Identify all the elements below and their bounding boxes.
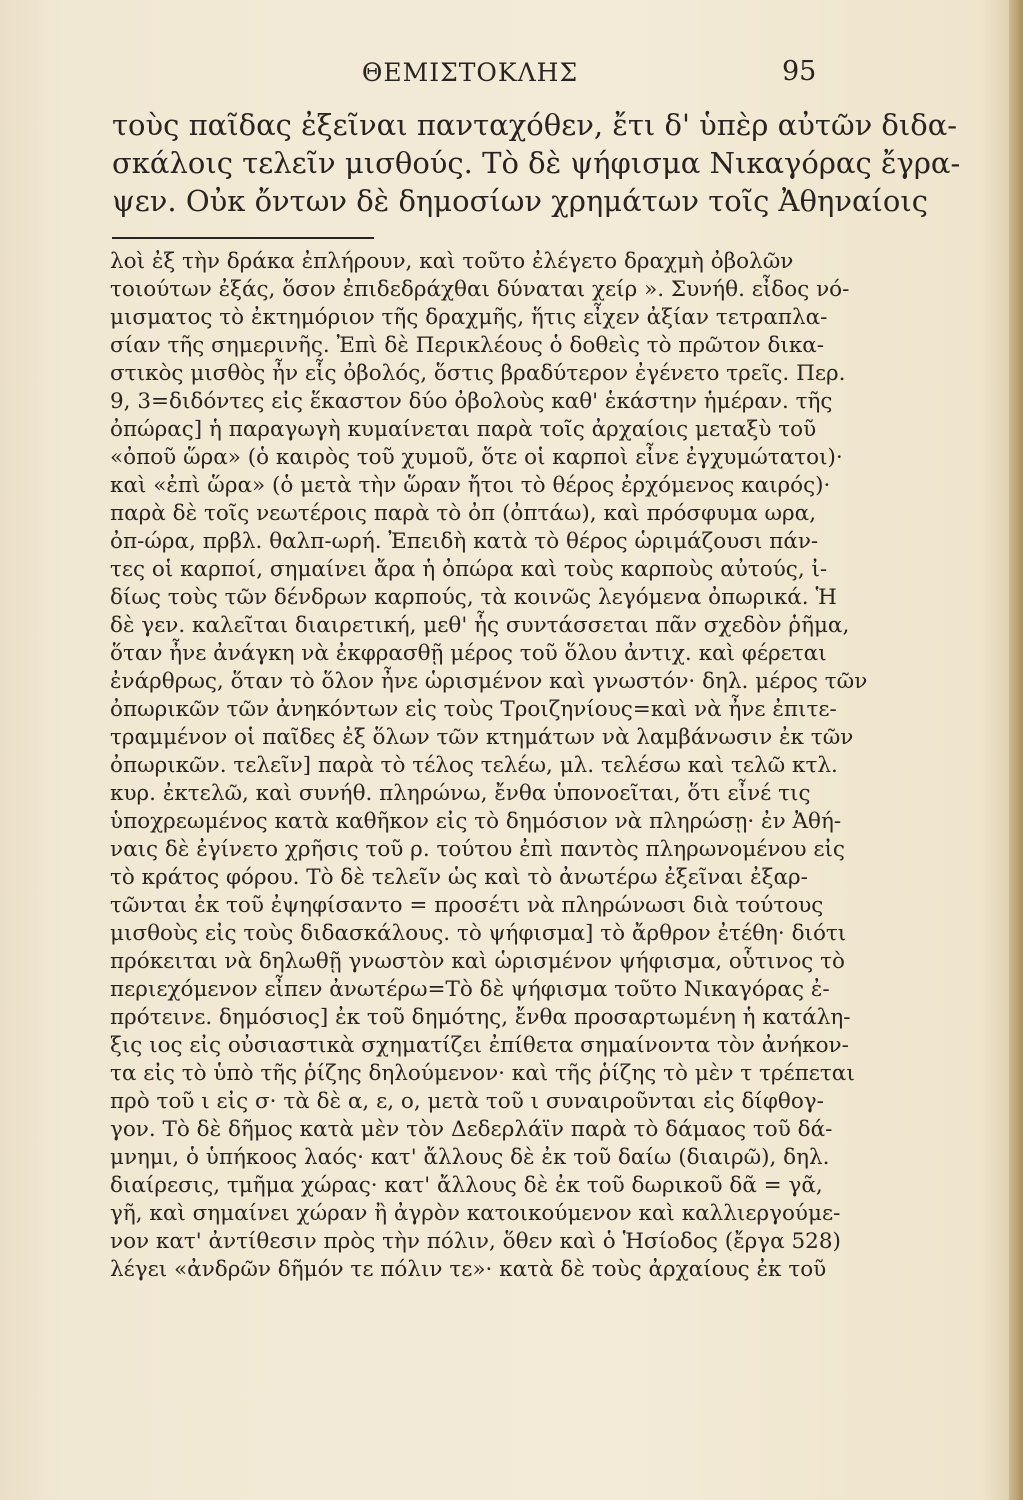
footnote-line: τὸ κράτος φόρου. Τὸ δὲ τελεῖν ὡς καὶ τὸ ἀνωτέρω ἐξεῖναι ἐξαρ- — [110, 865, 808, 890]
footnote-line: μισθοὺς εἰς τοὺς διδασκάλους. τὸ ψήφισμα] τὸ ἄρθρον ἐτέθη· διότι — [110, 921, 847, 946]
footnote-line: τραμμένον οἱ παῖδες ἐξ ὅλων τῶν κτημάτων νὰ λαμβάνωσιν ἐκ τῶν — [110, 725, 854, 750]
main-text-line: τοὺς παῖδας ἐξεῖναι πανταχόθεν, ἔτι δ' ὑπὲρ αὐτῶν διδα- — [112, 108, 958, 142]
footnote-line: δίως τοὺς τῶν δένδρων καρπούς, τὰ κοινῶς λεγόμενα ὀπωρικά. Ἡ — [110, 585, 837, 610]
footnote-line: ὅταν ἦνε ἀνάγκη νὰ ἐκφρασθῇ μέρος τοῦ ὅλου ἀντιχ. καὶ φέρεται — [110, 641, 827, 666]
main-text — [112, 106, 961, 220]
footnote-line: λοὶ ἐξ τὴν δράκα ἐπλήρουν, καὶ τοῦτο ἐλέγετο δραχμὴ ὀβολῶν — [110, 249, 794, 274]
footnote-line: τα εἰς τὸ ὑπὸ τῆς ῥίζης δηλούμενον· καὶ τῆς ῥίζης τὸ μὲν τ τρέπεται — [110, 1061, 855, 1086]
footnote-line: «ὀποῦ ὥρα» (ὁ καιρὸς τοῦ χυμοῦ, ὅτε οἱ καρποὶ εἶνε ἐγχυμώτατοι)· — [110, 445, 843, 470]
footnote-line: διαίρεσις, τμῆμα χώρας· κατ' ἄλλους δὲ ἐκ τοῦ δωρικοῦ δᾶ = γᾶ, — [110, 1173, 823, 1198]
footnote-line: περιεχόμενον εἶπεν ἀνωτέρω=Τὸ δὲ ψήφισμα τοῦτο Νικαγόρας ἐ- — [110, 977, 830, 1002]
page-number: 95 — [782, 56, 817, 87]
footnote-line: παρὰ δὲ τοῖς νεωτέροις παρὰ τὸ ὀπ (ὀπτάω), καὶ πρόσφυμα ωρα, — [110, 501, 817, 526]
footnote-line: τες οἱ καρποί, σημαίνει ἄρα ἡ ὀπώρα καὶ τοὺς καρποὺς αὐτούς, ἰ- — [110, 557, 828, 582]
footnote-line: ὀπωρικῶν. τελεῖν] παρὰ τὸ τέλος τελέω, μλ. τελέσω καὶ τελῶ κτλ. — [110, 753, 838, 778]
footnote-line: σίαν τῆς σημερινῆς. Ἐπὶ δὲ Περικλέους ὁ δοθεὶς τὸ πρῶτον δικα- — [110, 333, 825, 358]
footnote-line: ὀπώρας] ἡ παραγωγὴ κυμαίνεται παρὰ τοῖς ἀρχαίοις μεταξὺ τοῦ — [110, 417, 817, 442]
footnote-line: λέγει «ἀνδρῶν δῆμόν τε πόλιν τε»· κατὰ δὲ τοὺς ἀρχαίους ἐκ τοῦ — [110, 1257, 827, 1282]
footnote-line: κυρ. ἐκτελῶ, καὶ συνήθ. πληρώνω, ἔνθα ὑπονοεῖται, ὅτι εἶνέ τις — [110, 781, 811, 806]
footnote-line: ὑποχρεωμένος κατὰ καθῆκον εἰς τὸ δημόσιον νὰ πληρώσῃ· ἐν Ἀθή- — [110, 809, 842, 834]
footnote-line: ὀπ-ώρα, πρβλ. θαλπ-ωρή. Ἐπειδὴ κατὰ τὸ θέρος ὡριμάζουσι πάν- — [110, 529, 819, 554]
footnote-line: ὀπωρικῶν τῶν ἀνηκόντων εἰς τοὺς Τροιζηνίους=καὶ νὰ ἦνε ἐπιτε- — [110, 697, 837, 722]
footnote-line: μισματος τὸ ἐκτημόριον τῆς δραχμῆς, ἥτις εἶχεν ἀξίαν τετραπλα- — [110, 305, 828, 330]
footnote-line: ἐνάρθρως, ὅταν τὸ ὅλον ἦνε ὡρισμένον καὶ γνωστόν· δηλ. μέρος τῶν — [110, 669, 868, 694]
running-title: ΘΕΜΙΣΤΟΚΛΗΣ — [361, 58, 579, 87]
main-text-line: σκάλοις τελεῖν μισθούς. Τὸ δὲ ψήφισμα Νικαγόρας ἔγρα- — [112, 146, 961, 180]
footnote-line: πρὸ τοῦ ι εἰς σ· τὰ δὲ α, ε, ο, μετὰ τοῦ ι συναιροῦνται εἰς δίφθογ- — [110, 1089, 824, 1114]
footnote-line: πρόκειται νὰ δηλωθῇ γνωστὸν καὶ ὡρισμένον ψήφισμα, οὗτινος τὸ — [110, 949, 845, 974]
footnote-line: τῶνται ἐκ τοῦ ἐψηφίσαντο = προσέτι νὰ πληρώνωσι διὰ τούτους — [110, 893, 824, 918]
footnote-line: γον. Τὸ δὲ δῆμος κατὰ μὲν τὸν Δεδερλάϊν παρὰ τὸ δάμαος τοῦ δά- — [110, 1117, 833, 1142]
page-header — [0, 52, 1023, 92]
footnote-separator — [112, 237, 374, 239]
footnotes — [110, 248, 868, 1284]
footnote-line: δὲ γεν. καλεῖται διαιρετική, μεθ' ἧς συντάσσεται πᾶν σχεδὸν ῥῆμα, — [110, 613, 850, 638]
footnote-line: μνημι, ὁ ὑπήκοος λαός· κατ' ἄλλους δὲ ἐκ τοῦ δαίω (διαιρῶ), δηλ. — [110, 1145, 830, 1170]
footnote-line: ναις δὲ ἐγίνετο χρῆσις τοῦ ρ. τούτου ἐπὶ παντὸς πληρωνομένου εἰς — [110, 837, 845, 862]
footnote-line: καὶ «ἐπὶ ὥρα» (ὁ μετὰ τὴν ὥραν ἤτοι τὸ θέρος ἐρχόμενος καιρός)· — [110, 473, 831, 498]
page-edge — [1009, 0, 1023, 1500]
footnote-line: νον κατ' ἀντίθεσιν πρὸς τὴν πόλιν, ὅθεν καὶ ὁ Ἡσίοδος (ἔργα 528) — [110, 1229, 841, 1254]
footnote-line: ξις ιος εἰς οὐσιαστικὰ σχηματίζει ἐπίθετα σημαίνοντα τὸν ἀνήκον- — [110, 1033, 849, 1058]
main-text-line: ψεν. Οὐκ ὄντων δὲ δημοσίων χρημάτων τοῖς Ἀθηναίοις — [112, 184, 928, 218]
footnote-line: τοιούτων ἐξάς, ὅσον ἐπιδεδράχθαι δύναται χείρ ». Συνήθ. εἶδος νό- — [110, 277, 850, 302]
footnote-line: στικὸς μισθὸς ἦν εἷς ὀβολός, ὅστις βραδύτερον ἐγένετο τρεῖς. Περ. — [110, 361, 846, 386]
footnote-line: 9, 3=διδόντες εἰς ἕκαστον δύο ὀβολοὺς καθ' ἑκάστην ἡμέραν. τῆς — [110, 389, 833, 414]
footnote-line: γῆ, καὶ σημαίνει χώραν ἢ ἀγρὸν κατοικούμενον καὶ καλλιεργούμε- — [110, 1201, 841, 1226]
footnote-line: πρότεινε. δημόσιος] ἐκ τοῦ δημότης, ἔνθα προσαρτωμένη ἡ κατάλη- — [110, 1005, 851, 1030]
